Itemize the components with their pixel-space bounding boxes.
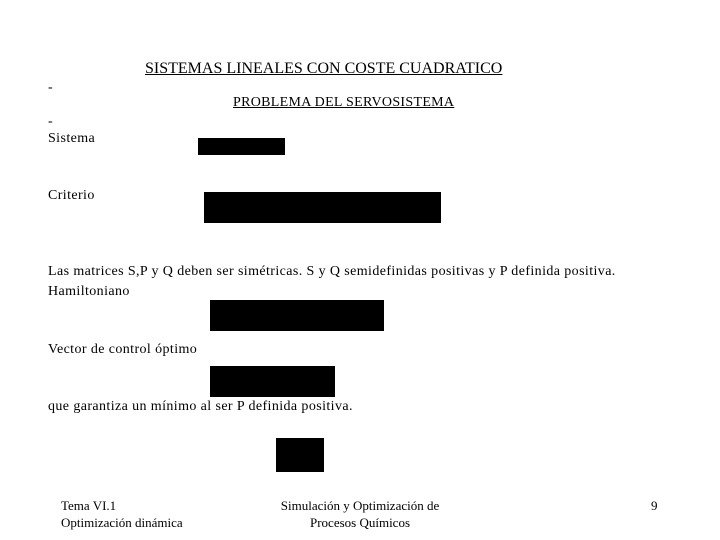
hamiltoniano-label: Hamiltoniano: [48, 284, 130, 299]
garantiza-text: que garantiza un mínimo al ser P definida positiva.: [48, 399, 353, 414]
hamiltoniano-equation-redacted: [210, 300, 384, 331]
criterio-label: Criterio: [48, 188, 95, 203]
matrices-text: Las matrices S,P y Q deben ser simétricas. S y Q semidefinidas positivas y P definida positiva.: [48, 264, 616, 279]
vector-equation-redacted: [210, 366, 335, 397]
criterio-equation-redacted: [204, 192, 441, 223]
footer-course: Optimización dinámica: [61, 515, 183, 530]
footer-left: [61, 497, 183, 531]
slide-title: SISTEMAS LINEALES CON COSTE CUADRATICO: [145, 60, 503, 77]
footer-center: [260, 497, 460, 531]
page-number: 9: [651, 498, 658, 513]
bullet-marker: -: [48, 80, 53, 95]
sistema-equation-redacted: [198, 138, 285, 155]
footer-topic: Tema VI.1: [61, 498, 117, 513]
slide-subtitle: PROBLEMA DEL SERVOSISTEMA: [233, 95, 455, 110]
footer-subject-line1: Simulación y Optimización de: [280, 498, 440, 513]
sistema-label: Sistema: [48, 131, 96, 146]
bullet-marker: -: [48, 114, 53, 129]
condition-equation-redacted: [276, 438, 324, 472]
vector-control-label: Vector de control óptimo: [48, 342, 198, 357]
footer-subject-line2: Procesos Químicos: [309, 515, 411, 530]
